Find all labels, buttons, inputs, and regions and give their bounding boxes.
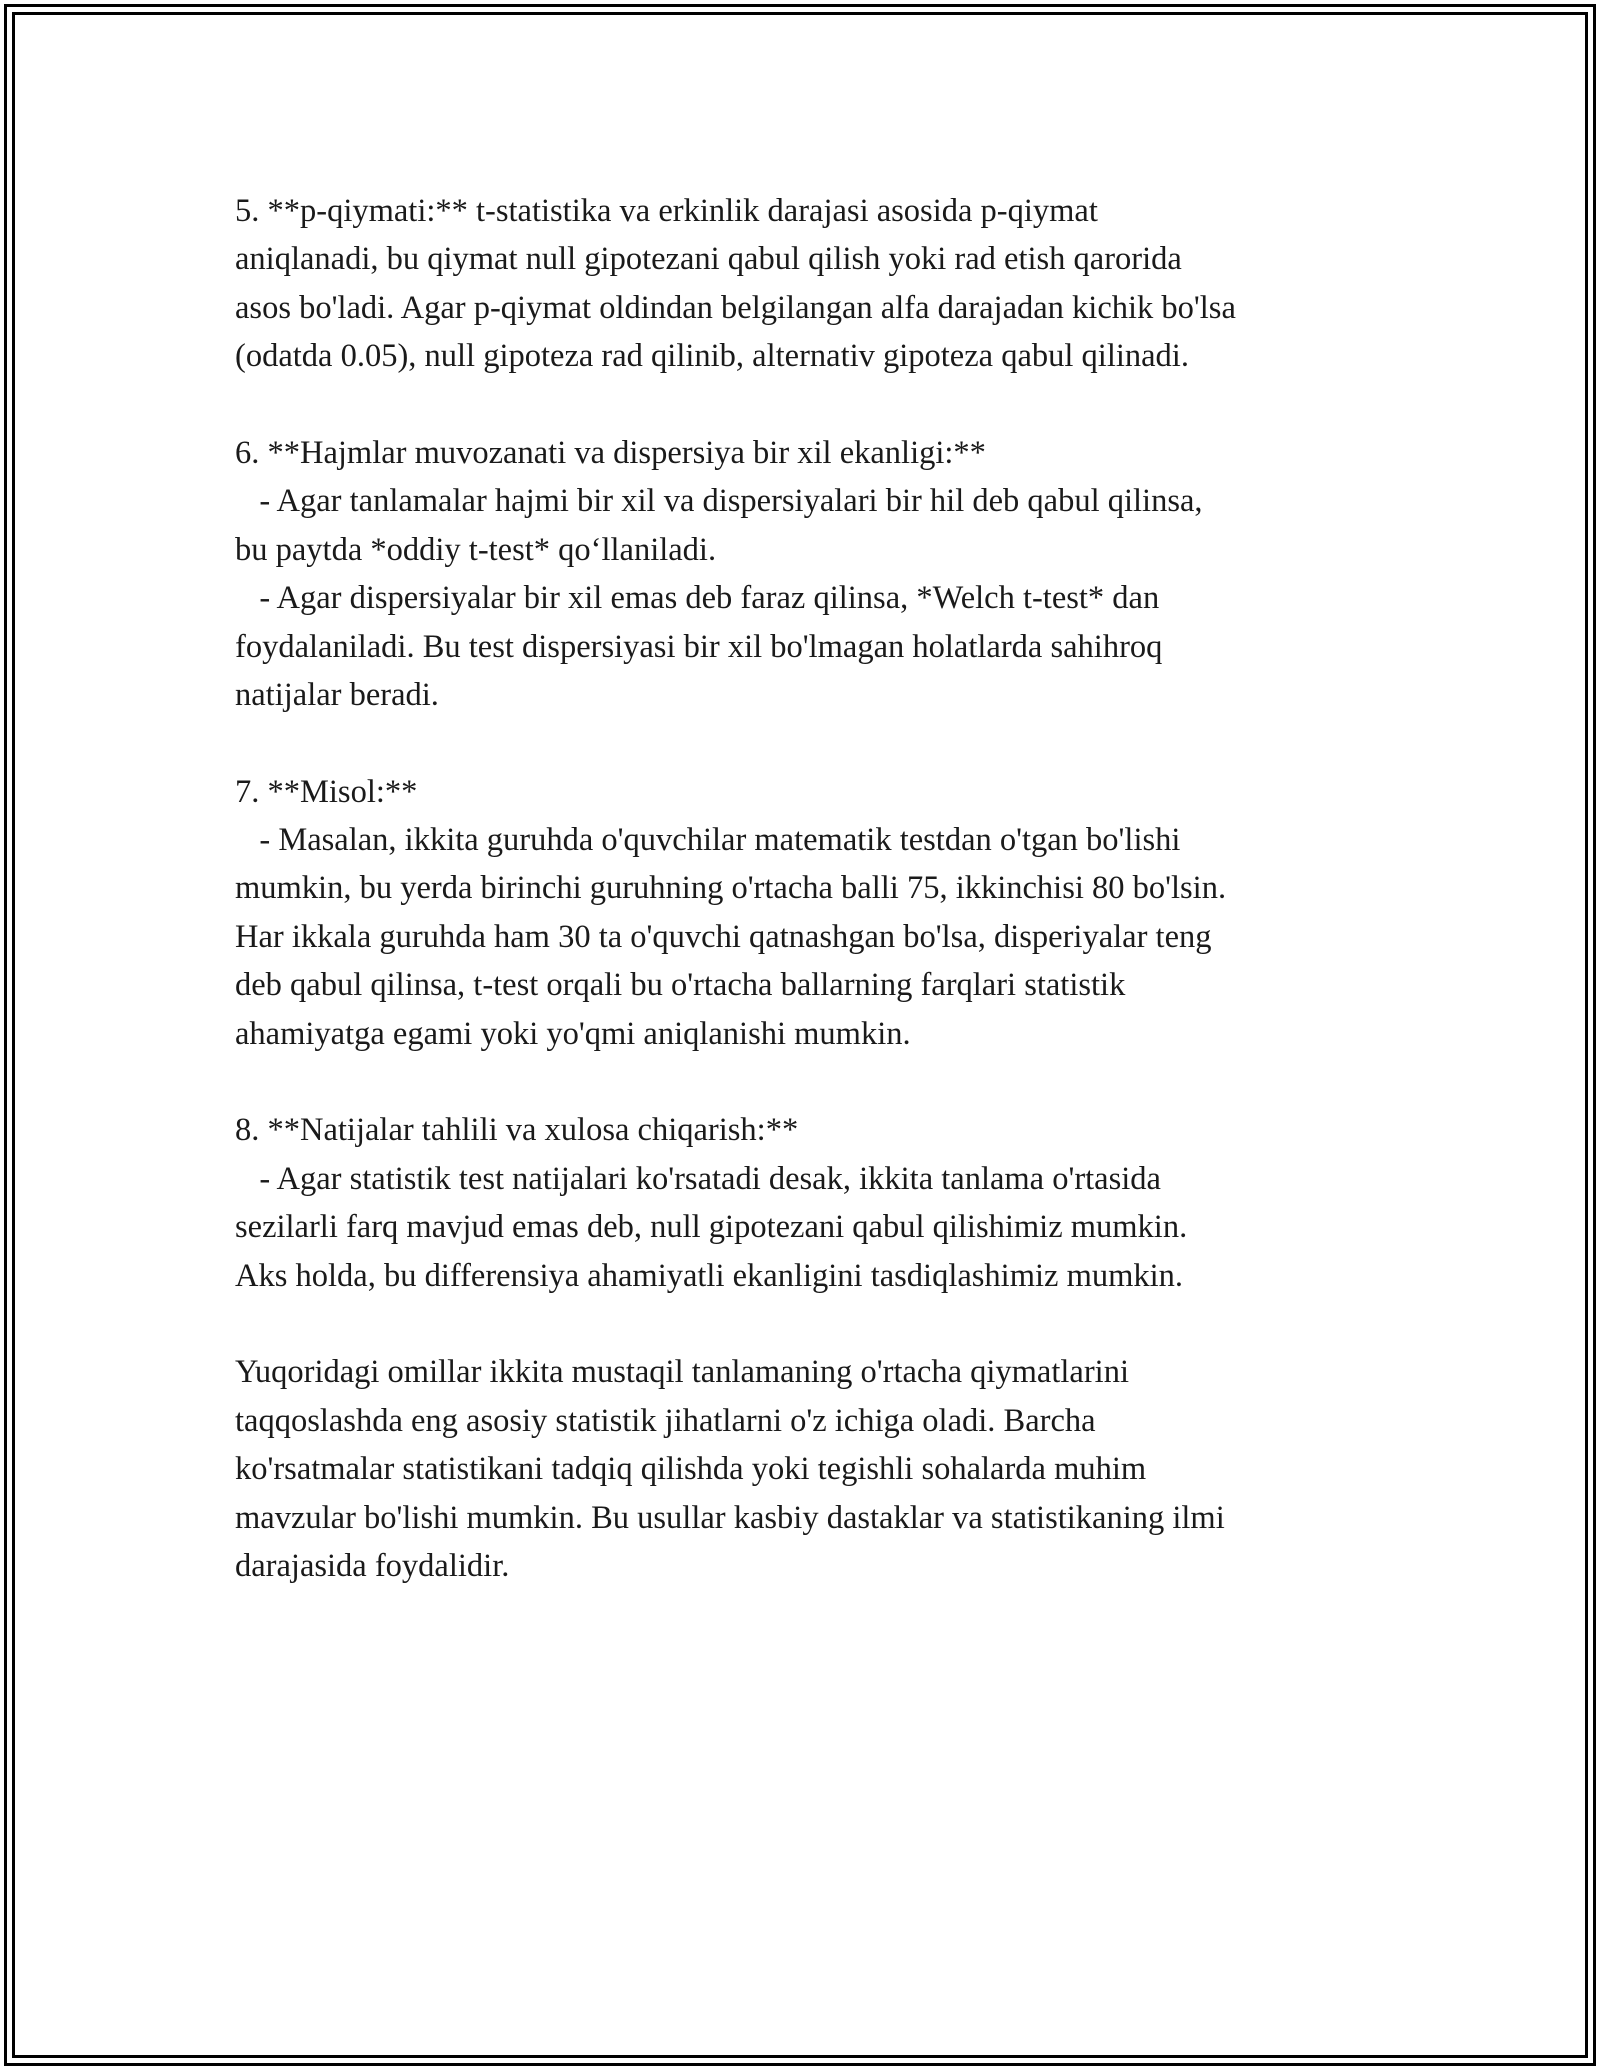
text-line: 7. **Misol:** — [235, 773, 418, 810]
text-line: aniqlanadi, bu qiymat null gipotezani qabul qilish yoki rad etish qarorida — [235, 241, 1182, 278]
text-line: - Agar dispersiyalar bir xil emas deb faraz qilinsa, *Welch t-test* dan — [235, 580, 1160, 617]
text-line: ko'rsatmalar statistikani tadqiq qilishda yoki tegishli sohalarda muhim — [235, 1451, 1147, 1488]
paragraph-gap — [235, 1058, 1395, 1106]
paragraph-gap — [235, 381, 1395, 429]
text-line: - Masalan, ikkita guruhda o'quvchilar matematik testdan o'tgan bo'lishi — [235, 822, 1181, 859]
text-line: Har ikkala guruhda ham 30 ta o'quvchi qatnashgan bo'lsa, disperiyalar teng — [235, 918, 1212, 955]
text-line: 6. **Hajmlar muvozanati va dispersiya bir xil ekanligi:** — [235, 434, 986, 471]
paragraph-gap — [235, 1300, 1395, 1348]
text-line: mumkin, bu yerda birinchi guruhning o'rtacha balli 75, ikkinchisi 80 bo'lsin. — [235, 870, 1227, 907]
text-line: darajasida foydalidir. — [235, 1547, 510, 1584]
text-line: natijalar beradi. — [235, 676, 439, 713]
text-line: taqqoslashda eng asosiy statistik jihatlarni o'z ichiga oladi. Barcha — [235, 1402, 1096, 1439]
text-line: - Agar tanlamalar hajmi bir xil va dispersiyalari bir hil deb qabul qilinsa, — [235, 483, 1203, 520]
text-line: ahamiyatga egami yoki yo'qmi aniqlanishi mumkin. — [235, 1015, 911, 1052]
text-line: mavzular bo'lishi mumkin. Bu usullar kasbiy dastaklar va statistikaning ilmi — [235, 1499, 1225, 1536]
document-body — [235, 187, 1395, 1590]
text-line: foydalaniladi. Bu test dispersiyasi bir xil bo'lmagan holatlarda sahihroq — [235, 628, 1163, 665]
text-line: Aks holda, bu differensiya ahamiyatli ekanligini tasdiqlashimiz mumkin. — [235, 1257, 1184, 1294]
text-line: asos bo'ladi. Agar p-qiymat oldindan belgilangan alfa darajadan kichik bo'lsa — [235, 289, 1236, 326]
text-line: - Agar statistik test natijalari ko'rsatadi desak, ikkita tanlama o'rtasida — [235, 1160, 1161, 1197]
paragraph-gap — [235, 719, 1395, 767]
text-line: sezilarli farq mavjud emas deb, null gipotezani qabul qilishimiz mumkin. — [235, 1209, 1188, 1246]
text-line: bu paytda *oddiy t-test* qo‘llaniladi. — [235, 531, 717, 568]
text-line: 5. **p-qiymati:** t-statistika va erkinlik darajasi asosida p-qiymat — [235, 193, 1098, 229]
text-line: Yuqoridagi omillar ikkita mustaqil tanlamaning o'rtacha qiymatlarini — [235, 1354, 1129, 1391]
text-line: (odatda 0.05), null gipoteza rad qilinib, alternativ gipoteza qabul qilinadi. — [235, 338, 1189, 375]
text-line: deb qabul qilinsa, t-test orqali bu o'rtacha ballarning farqlari statistik — [235, 967, 1126, 1004]
text-line: 8. **Natijalar tahlili va xulosa chiqarish:** — [235, 1112, 799, 1149]
